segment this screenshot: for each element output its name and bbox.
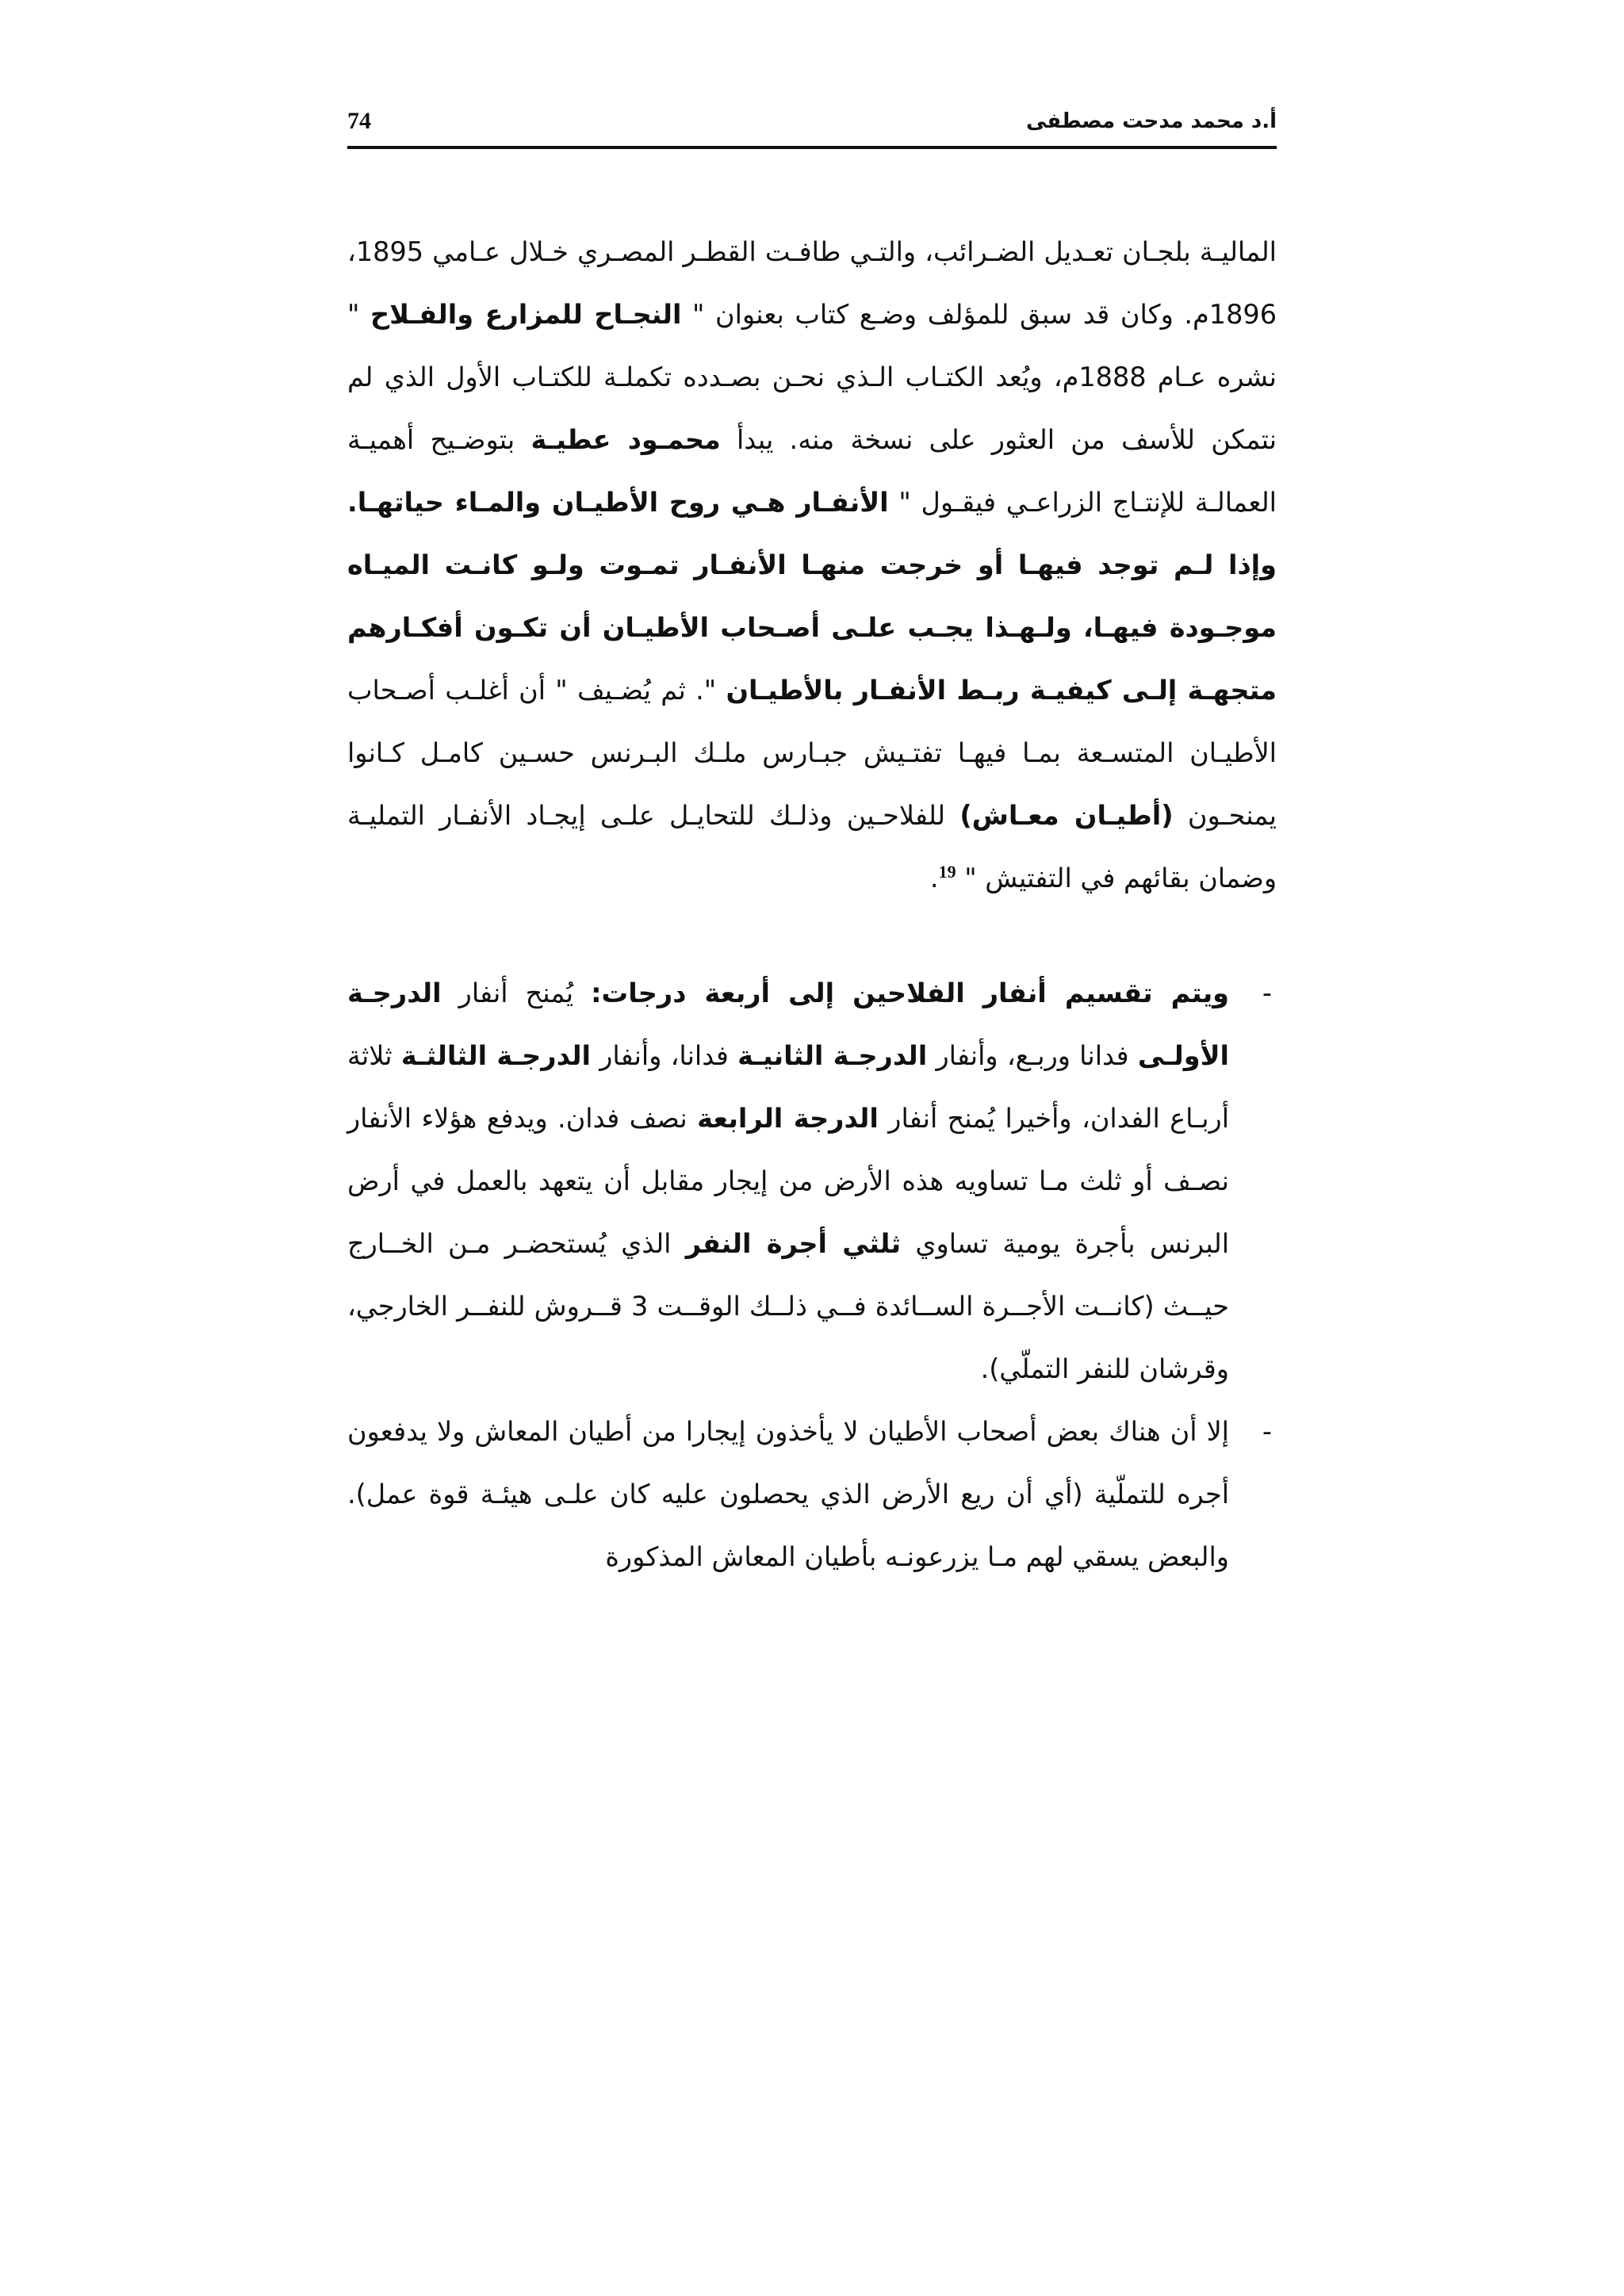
- main-paragraph: [347, 220, 1277, 909]
- page-header: [347, 103, 1277, 149]
- list-item: [347, 962, 1277, 1400]
- page-number: 74: [347, 108, 371, 134]
- text-segment: إلا أن هناك بعض أصحاب الأطيان لا يأخذون إيجارا من أطيان المعاش ولا يدفعون أجره للتملّية (أي أن ريع الأرض الذي يحصلون عليه كان علـى هيئـة قوة عمل). والبعض يسقي لهم مـا يزرعونـه بأطيان المعاش المذكورة: [347, 1416, 1229, 1572]
- text-segment: ويتم تقسيم أنفار الفلاحين إلى أربعة درجات:: [591, 978, 1229, 1008]
- text-segment: ثلاثة أربـاع الفدان، وأخيرا يُمنح أنفار: [347, 1040, 1229, 1134]
- bullet-dash: -: [1262, 978, 1272, 1008]
- text-segment: .: [929, 863, 939, 894]
- text-segment: فدانا وربـع، وأنفار: [927, 1040, 1138, 1071]
- list-item: [347, 1400, 1277, 1588]
- book-title-bold: النجـاح للمزارع والفـلاح: [370, 299, 682, 330]
- text-segment: نصف فدان. ويدفع هؤلاء الأنفار نصـف أو ثلث مـا تساويه هذه الأرض من إيجار مقابل أن يتعهد بالعمل في أرض البرنس بأجرة يومية تساوي: [347, 1103, 1230, 1259]
- bullet-list: [347, 962, 1277, 1588]
- text-segment: الدرجـة الأولـى: [347, 978, 1230, 1071]
- footnote-marker: 19: [938, 861, 956, 882]
- quote-bold: الأنفـار هـي روح الأطيـان والمـاء حياتهـا. وإذا لـم توجد فيهـا أو خرجت منهـا الأنفـار تمـوت ولـو كانـت الميـاه موجـودة فيهـا، ولـهـذا يجـب علـى أصـحاب الأطيـان أن تكـون أفكـارهم متجهـة إلـى كيفيـة ربـط الأنفـار بالأطيـان: [347, 487, 1277, 706]
- text-segment: فدانا، وأنفار: [591, 1040, 738, 1071]
- text-segment: الدرجـة الثانيـة: [737, 1040, 928, 1071]
- header-rule: [347, 146, 1277, 149]
- text-segment: الذي يُستحضـر مـن الخــارج حيــث (كانــت الأجــرة الســائدة فــي ذلــك الوقــت 3 قــروش للنفــر الخارجي، وقرشان للنفر التملّي).: [347, 1228, 1229, 1384]
- bullet-dash: -: [1262, 1416, 1272, 1447]
- text-segment: ثلثي أجرة النفر: [685, 1228, 902, 1259]
- term-bold: (أطيـان معـاش): [959, 800, 1174, 831]
- text-segment: بتوضـيح أهميـة العمالـة للإنتـاج الزراعـي فيقـول ": [347, 424, 1277, 518]
- author-name-bold: محمـود عطيـة: [530, 424, 721, 455]
- author-running-head: أ.د محمد مدحت مصطفى: [1025, 109, 1277, 133]
- text-segment: " نشره عـام 1888م، ويُعد الكتـاب الـذي نحـن بصـدده تكملـة للكتـاب الأول الذي لم نتمكن للأسف من العثور على نسخة منه. يبدأ: [347, 299, 1277, 455]
- paragraph-text: [347, 220, 1277, 909]
- text-segment: للفلاحـين وذلـك للتحايـل علـى إيجـاد الأنفـار التمليـة وضمان بقائهم في التفتيش ": [347, 800, 1277, 894]
- text-segment: ". ثم يُضـيف " أن أغلـب أصـحاب الأطيـان المتسـعة بمـا فيهـا تفتـيش جبـارس ملـك البـرنس حسـين كامـل كـانوا يمنحـون: [347, 675, 1277, 831]
- text-segment: الدرجة الرابعة: [697, 1103, 879, 1134]
- text-segment: يُمنح أنفار: [441, 978, 592, 1008]
- text-segment: الدرجـة الثالثـة: [400, 1040, 592, 1071]
- text-segment: الماليـة بلجـان تعـديل الضـرائب، والتـي طافـت القطـر المصـري خـلال عـامي 1895، 1896م. وكان قد سبق للمؤلف وضـع كتاب بعنوان ": [347, 236, 1277, 330]
